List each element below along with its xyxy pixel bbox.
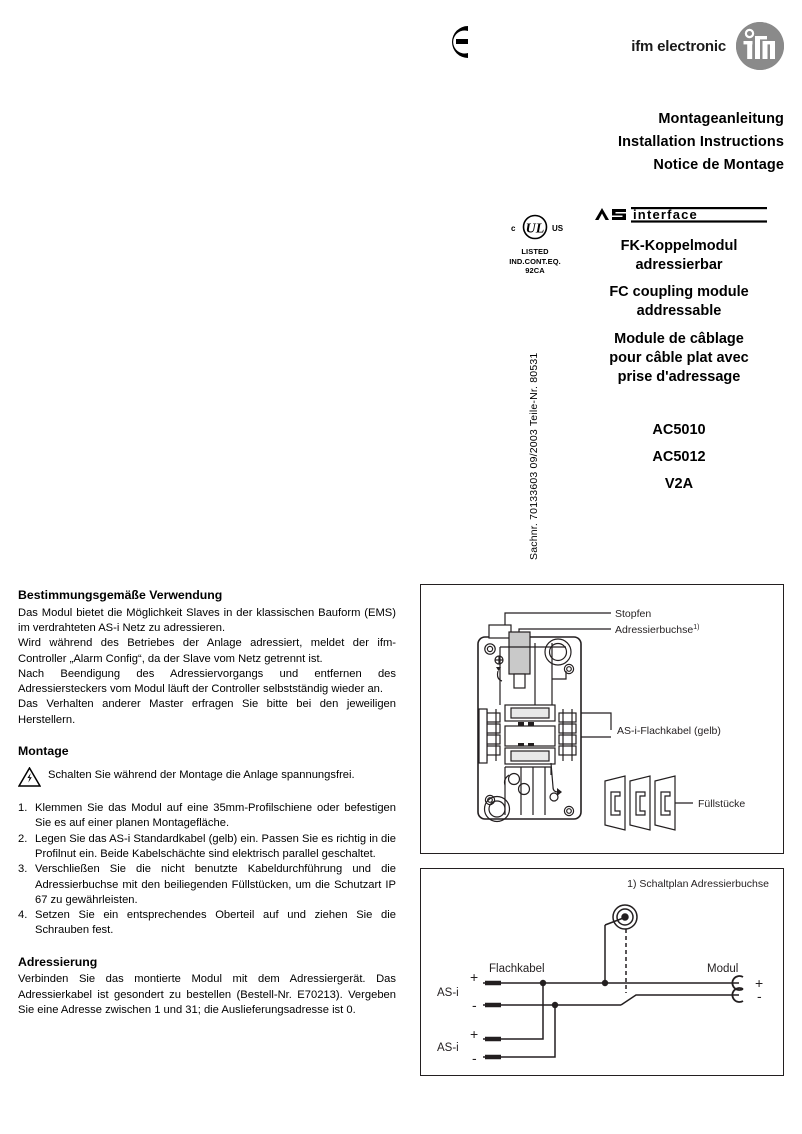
instructions-column xyxy=(18,587,396,1018)
product-name-de: FK-Koppelmodul adressierbar xyxy=(620,238,738,274)
label-asi-top: AS-i xyxy=(437,987,459,999)
svg-text:interface: interface xyxy=(633,207,698,222)
title-fr: Notice de Montage xyxy=(653,156,784,173)
svg-text:c: c xyxy=(511,224,516,233)
svg-text:UL: UL xyxy=(525,221,545,237)
leader-adressierbuchse xyxy=(519,629,611,637)
product-info xyxy=(574,206,784,497)
product-codes xyxy=(574,417,784,497)
circuit-title: 1) Schaltplan Adressierbuchse xyxy=(627,878,769,890)
ul-line-file: 92CA xyxy=(525,266,545,276)
part-number-sidenote: Sachnr. 70133603 09/2003 Teile-Nr. 80531 xyxy=(528,352,540,560)
section-heading-addressing: Adressierung xyxy=(18,954,98,969)
filler-piece xyxy=(655,776,675,830)
label-flachkabel-circuit: Flachkabel xyxy=(489,963,545,975)
socket-symbol xyxy=(613,905,637,929)
label-stopfen: Stopfen xyxy=(615,608,652,620)
company-name: ifm electronic xyxy=(631,37,726,55)
section-heading-mounting: Montage xyxy=(18,744,69,759)
ifm-logo-icon xyxy=(736,22,784,70)
mounting-steps-list xyxy=(18,801,396,939)
label-plus-out: + xyxy=(755,975,764,991)
label-fuellstuecke: Füllstücke xyxy=(698,798,746,810)
warning-text: Schalten Sie während der Montage die Anlage spannungsfrei. xyxy=(48,768,355,781)
ul-line-listed: LISTED xyxy=(521,247,549,256)
label-plus-1: + xyxy=(470,969,479,985)
ce-mark-icon xyxy=(418,22,470,62)
ul-listed-mark xyxy=(495,212,575,276)
intended-use-p3: Nach Beendigung des Adressiervorgangs und entfernen des Adressiersteckers vom Modul läuft der Controller selbstständig wieder an. xyxy=(18,667,396,696)
label-plus-2: + xyxy=(470,1026,479,1042)
product-material: V2A xyxy=(664,475,694,492)
section-heading-intended-use: Bestimmungsgemäße Verwendung xyxy=(18,588,223,602)
label-flachkabel: AS-i-Flachkabel (gelb) xyxy=(617,725,721,737)
label-adressierbuchse: Adressierbuchse$^{1)}$ xyxy=(615,624,700,636)
filler-piece xyxy=(605,776,625,830)
label-minus-2: - xyxy=(472,1050,477,1066)
label-modul: Modul xyxy=(707,963,739,975)
warning-row xyxy=(18,766,396,792)
as-interface-logo-icon xyxy=(589,206,769,224)
intended-use-p2: Wird während des Betriebes der Anlage adressiert, meldet der ifm-Controller „Alarm Config“, da der Slave vom Netz getrennt ist. xyxy=(18,637,396,665)
mounting-step: Verschließen Sie die nicht benutzte Kabeldurchführung und die Adressierbuchse mit den beiliegenden Füllstücken, um die Schutzart IP 67 zu gewährleisten. xyxy=(35,863,396,906)
addressing-p1: Verbinden Sie das montierte Modul mit dem Adressiergerät. Das Adressierkabel ist gesondert zu bestellen (Bestell-Nr. E70213). Vergeben Sie eine Adresse zwischen 1 und 31; die Auslieferungsadresse ist 0. xyxy=(18,973,396,1016)
warning-triangle-icon xyxy=(18,767,41,792)
mounting-step: Legen Sie das AS-i Standardkabel (gelb) ein. Passen Sie es richtig in die Profilnut ein. Beide Kabelschächte sind elektrisch parallel geschaltet. xyxy=(35,832,396,860)
title-de: Montageanleitung xyxy=(658,111,784,127)
intended-use-p4: Das Verhalten anderer Master erfragen Sie bitte bei den jeweiligen Herstellern. xyxy=(18,698,396,726)
ul-line-category: IND.CONT.EQ. xyxy=(509,256,561,266)
ul-badge-icon xyxy=(495,212,575,242)
title-en: Installation Instructions xyxy=(617,133,784,150)
label-asi-bottom: AS-i xyxy=(437,1042,459,1054)
svg-text:US: US xyxy=(552,224,564,233)
figure-module-drawing xyxy=(420,584,784,854)
mounting-step: Klemmen Sie das Modul auf eine 35mm-Profilschiene oder befestigen Sie es auf einer planen Montagefläche. xyxy=(35,802,396,830)
product-name-en: FC coupling module addressable xyxy=(609,284,749,320)
document-titles xyxy=(618,108,784,177)
label-minus-1: - xyxy=(472,997,477,1013)
filler-piece xyxy=(630,776,650,830)
label-minus-out: - xyxy=(757,988,762,1004)
product-code-2: AC5012 xyxy=(652,448,706,465)
brand-logo xyxy=(631,22,784,70)
product-code-1: AC5010 xyxy=(652,421,706,438)
product-name-fr: Module de câblage pour câble plat avec prise d'adressage xyxy=(609,330,749,385)
leader-stopfen xyxy=(505,613,611,631)
figure-circuit-diagram xyxy=(420,868,784,1076)
mounting-step: Setzen Sie ein entsprechendes Oberteil auf und ziehen Sie die Schrauben fest. xyxy=(35,909,396,937)
intended-use-p1: Das Modul bietet die Möglichkeit Slaves in der klassischen Bauform (EMS) im verdrahteten AS-i Netz zu adressieren. xyxy=(18,606,396,635)
